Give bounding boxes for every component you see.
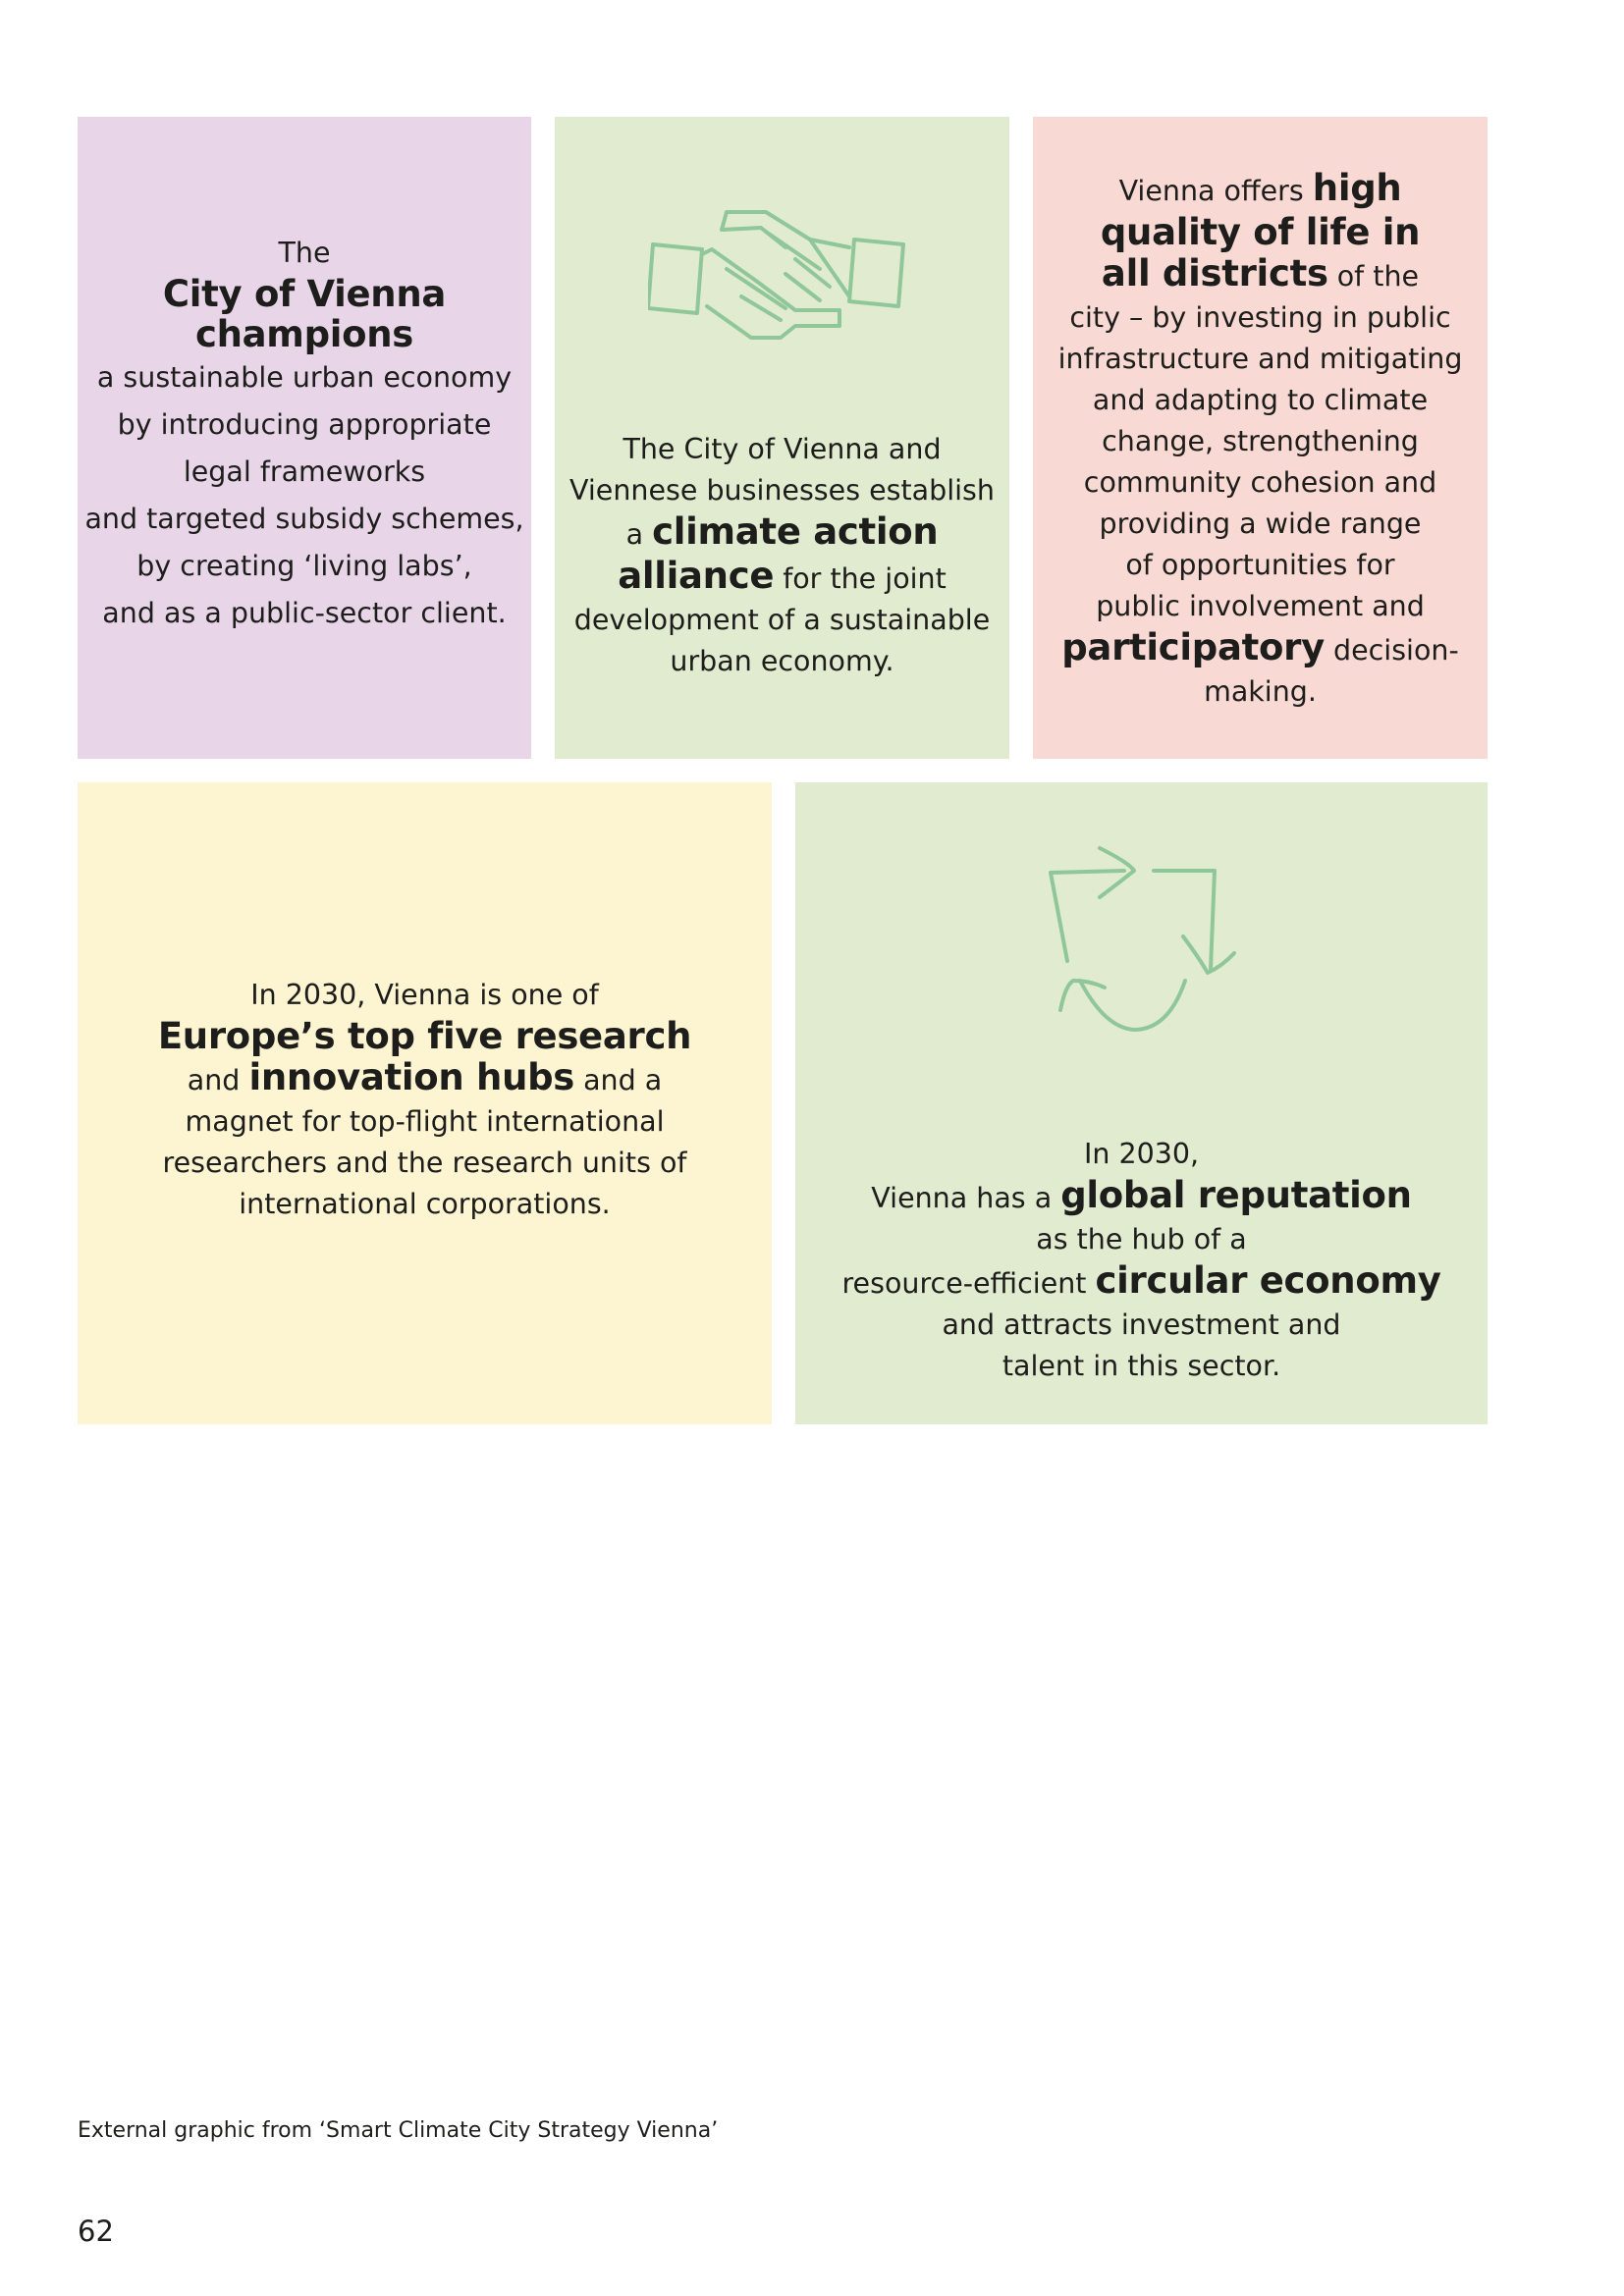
text-run-bold: participatory	[1061, 626, 1325, 668]
text-line-mixed	[555, 556, 1009, 600]
text-line: and adapting to climate	[1092, 384, 1429, 416]
text-run-bold: all districts	[1101, 252, 1328, 294]
text-run-bold: high	[1312, 167, 1402, 209]
text-line: making.	[1204, 675, 1317, 708]
text-line: by introducing appropriate	[117, 408, 492, 441]
text-line-mixed	[1033, 253, 1488, 297]
text-run-bold: innovation hubs	[248, 1056, 575, 1098]
text-line: The	[278, 237, 331, 269]
text-line: and as a public-sector client.	[102, 597, 507, 629]
text-run: decision-	[1324, 634, 1459, 667]
text-line: city – by investing in public	[1069, 301, 1451, 334]
text-line: Viennese businesses establish	[569, 474, 995, 507]
text-line-mixed	[555, 511, 1009, 556]
text-line-mixed	[78, 1057, 772, 1101]
text-run: Vienna offers	[1118, 175, 1313, 207]
text-line: urban economy.	[670, 645, 894, 677]
text-line-bold: quality of life in	[1100, 211, 1421, 253]
text-line: magnet for top-flight international	[185, 1105, 665, 1138]
text-run: and	[187, 1064, 249, 1096]
text-line: legal frameworks	[183, 455, 426, 488]
text-line: and targeted subsidy schemes,	[84, 503, 524, 535]
text-run: Vienna has a	[871, 1182, 1061, 1214]
text-line-mixed	[795, 1175, 1488, 1219]
text-line: infrastructure and mitigating	[1057, 343, 1463, 375]
text-line: researchers and the research units of	[162, 1147, 687, 1179]
text-line: In 2030,	[1083, 1138, 1200, 1170]
source-footnote: External graphic from ‘Smart Climate City Strategy Vienna’	[78, 2118, 719, 2143]
text-line-mixed	[1033, 168, 1488, 212]
text-run-bold: alliance	[618, 555, 775, 597]
text-run: for the joint	[774, 562, 947, 595]
text-line: by creating ‘living labs’,	[136, 550, 472, 582]
box-circular-economy	[795, 782, 1488, 1424]
box-research-hubs	[78, 782, 772, 1424]
text-run: a	[625, 518, 653, 551]
box-climate-action-alliance	[555, 117, 1009, 759]
box-quality-of-life-text	[1033, 168, 1488, 713]
handshake-icon	[648, 210, 913, 347]
box-quality-of-life	[1033, 117, 1488, 759]
text-line: change, strengthening	[1102, 425, 1419, 457]
recycle-icon	[1046, 843, 1242, 1059]
text-run-bold: circular economy	[1095, 1259, 1441, 1302]
text-line: development of a sustainable	[573, 604, 991, 636]
text-line-mixed	[795, 1260, 1488, 1305]
text-line: as the hub of a	[1036, 1223, 1247, 1255]
text-line-mixed	[1033, 627, 1488, 671]
page-number: 62	[78, 2215, 114, 2248]
text-line-bold: champions	[194, 313, 414, 355]
text-line: and attracts investment and	[942, 1308, 1341, 1341]
text-line: providing a wide range	[1099, 507, 1422, 540]
text-line: In 2030, Vienna is one of	[250, 979, 599, 1011]
box-city-champions-text	[78, 233, 531, 637]
text-line: a sustainable urban economy	[96, 361, 513, 394]
text-line: international corporations.	[239, 1188, 611, 1220]
text-run-bold: global reputation	[1060, 1174, 1412, 1216]
text-run-bold: climate action	[652, 510, 939, 553]
text-line-bold: City of Vienna	[162, 273, 447, 315]
text-line: community cohesion and	[1083, 466, 1437, 499]
text-line: The City of Vienna and	[623, 433, 942, 465]
box-circular-economy-text	[795, 1134, 1488, 1387]
text-run: resource-efficient	[841, 1267, 1096, 1300]
text-run: and a	[574, 1064, 663, 1096]
box-city-champions	[78, 117, 531, 759]
box-research-hubs-text	[78, 975, 772, 1225]
text-line-bold: Europe’s top five research	[157, 1015, 692, 1057]
text-line: of opportunities for	[1125, 549, 1395, 581]
text-line: public involvement and	[1096, 590, 1425, 622]
box-climate-action-alliance-text	[555, 429, 1009, 682]
text-line: talent in this sector.	[1001, 1350, 1281, 1382]
text-run: of the	[1327, 260, 1420, 293]
